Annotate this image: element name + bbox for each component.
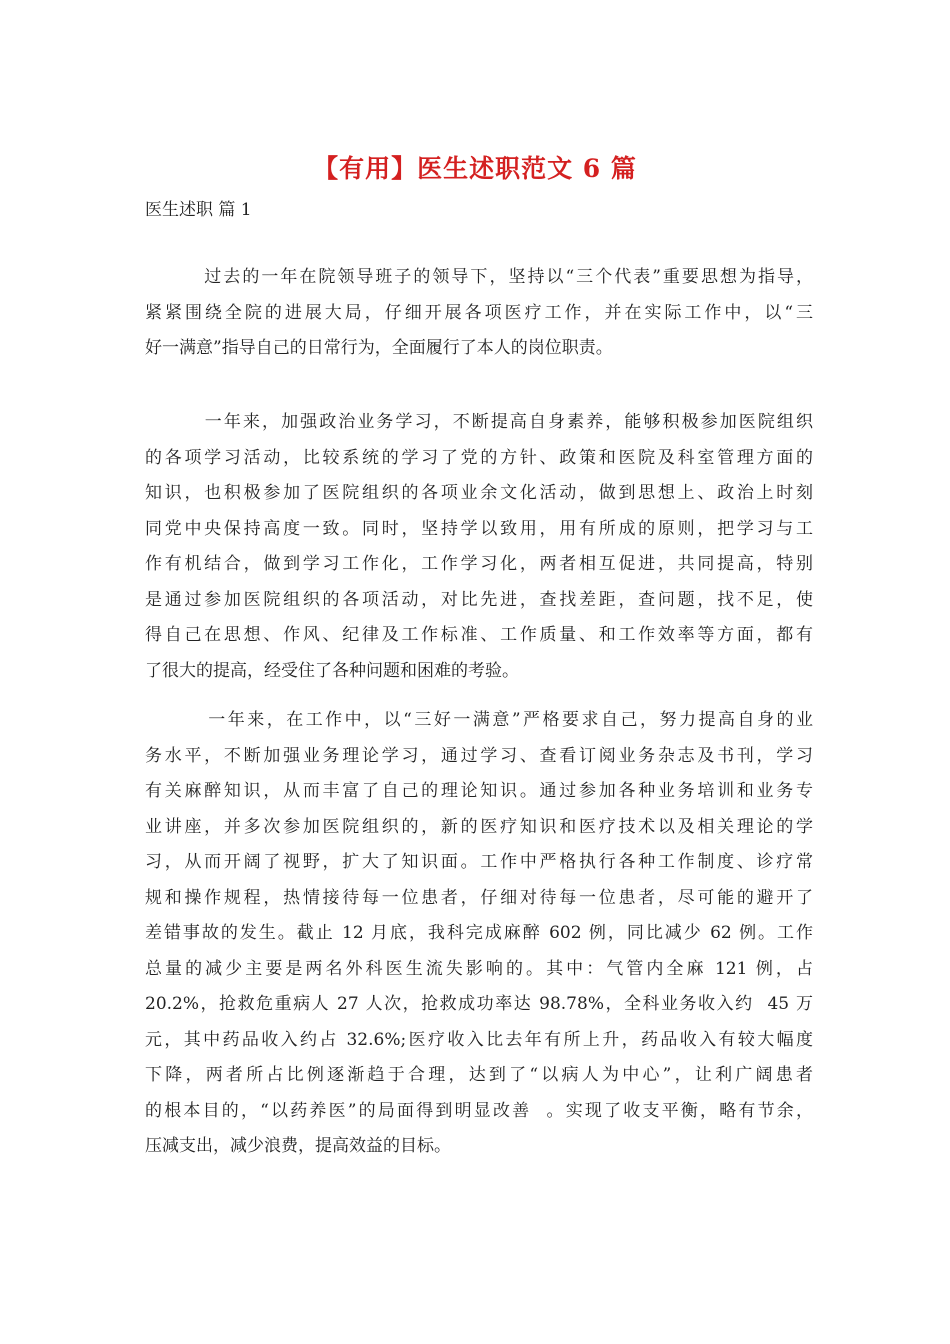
paragraph-line: 好一满意”指导自己的日常行为，全面履行了本人的岗位职责。	[145, 338, 613, 358]
paragraph-line: 一年来，在工作中，以“三好一满意”严格要求自己，努力提高自身的业	[145, 710, 813, 730]
paragraph-1	[145, 260, 813, 367]
paragraph-3	[145, 703, 813, 1165]
paragraph-line: 过去的一年在院领导班子的领导下，坚持以“三个代表”重要思想为指导，	[145, 267, 813, 287]
paragraph-line: 规和操作规程，热情接待每一位患者，仔细对待每一位患者，尽可能的避开了	[145, 887, 813, 908]
paragraph-line: 总量的减少主要是两名外科医生流失影响的。其中：气管内全麻 121 例，占	[145, 958, 813, 979]
paragraph-line: 有关麻醉知识，从而丰富了自己的理论知识。通过参加各种业务培训和业务专	[145, 781, 813, 801]
paragraph-line: 业讲座，并多次参加医院组织的，新的医疗知识和医疗技术以及相关理论的学	[145, 816, 813, 837]
paragraph-line: 知识，也积极参加了医院组织的各项业余文化活动，做到思想上、政治上时刻	[145, 483, 813, 503]
paragraph-line: 紧紧围绕全院的进展大局，仔细开展各项医疗工作，并在实际工作中，以“三	[145, 302, 813, 323]
paragraph-line: 同党中央保持高度一致。同时，坚持学以致用，用有所成的原则，把学习与工	[145, 518, 813, 539]
paragraph-line: 下降，两者所占比例逐渐趋于合理，达到了“以病人为中心”，让利广阔患者	[145, 1065, 813, 1085]
paragraph-line: 作有机结合，做到学习工作化，工作学习化，两者相互促进，共同提高，特别	[145, 554, 813, 574]
paragraph-line: 差错事故的发生。截止 12 月底，我科完成麻醉 602 例，同比减少 62 例。工作	[145, 923, 813, 943]
paragraph-line: 一年来，加强政治业务学习，不断提高自身素养，能够积极参加医院组织	[145, 412, 813, 432]
paragraph-line: 的根本目的，“以药养医”的局面得到明显改善 。实现了收支平衡，略有节余，	[145, 1100, 813, 1121]
paragraph-line: 务水平，不断加强业务理论学习，通过学习、查看订阅业务杂志及书刊，学习	[145, 745, 813, 766]
paragraph-line: 20.2%，抢救危重病人 27 人次，抢救成功率达 98.78%，全科业务收入约 45 万	[145, 994, 813, 1014]
paragraph-line: 得自己在思想、作风、纪律及工作标准、工作质量、和工作效率等方面，都有	[145, 625, 813, 645]
paragraph-line: 了很大的提高，经受住了各种问题和困难的考验。	[145, 660, 519, 681]
paragraph-line: 元，其中药品收入约占 32.6%;医疗收入比去年有所上升，药品收入有较大幅度	[145, 1029, 813, 1050]
document-title: 【有用】医生述职范文 6 篇	[313, 154, 637, 183]
paragraph-line: 的各项学习活动，比较系统的学习了党的方针、政策和医院及科室管理方面的	[145, 447, 813, 468]
paragraph-2	[145, 405, 813, 689]
paragraph-line: 是通过参加医院组织的各项活动，对比先进，查找差距，查问题，找不足，使	[145, 589, 813, 610]
paragraph-line: 习，从而开阔了视野，扩大了知识面。工作中严格执行各种工作制度、诊疗常	[145, 852, 813, 872]
section-heading: 医生述职 篇 1	[145, 200, 252, 220]
paragraph-line: 压减支出，减少浪费，提高效益的目标。	[145, 1136, 451, 1156]
